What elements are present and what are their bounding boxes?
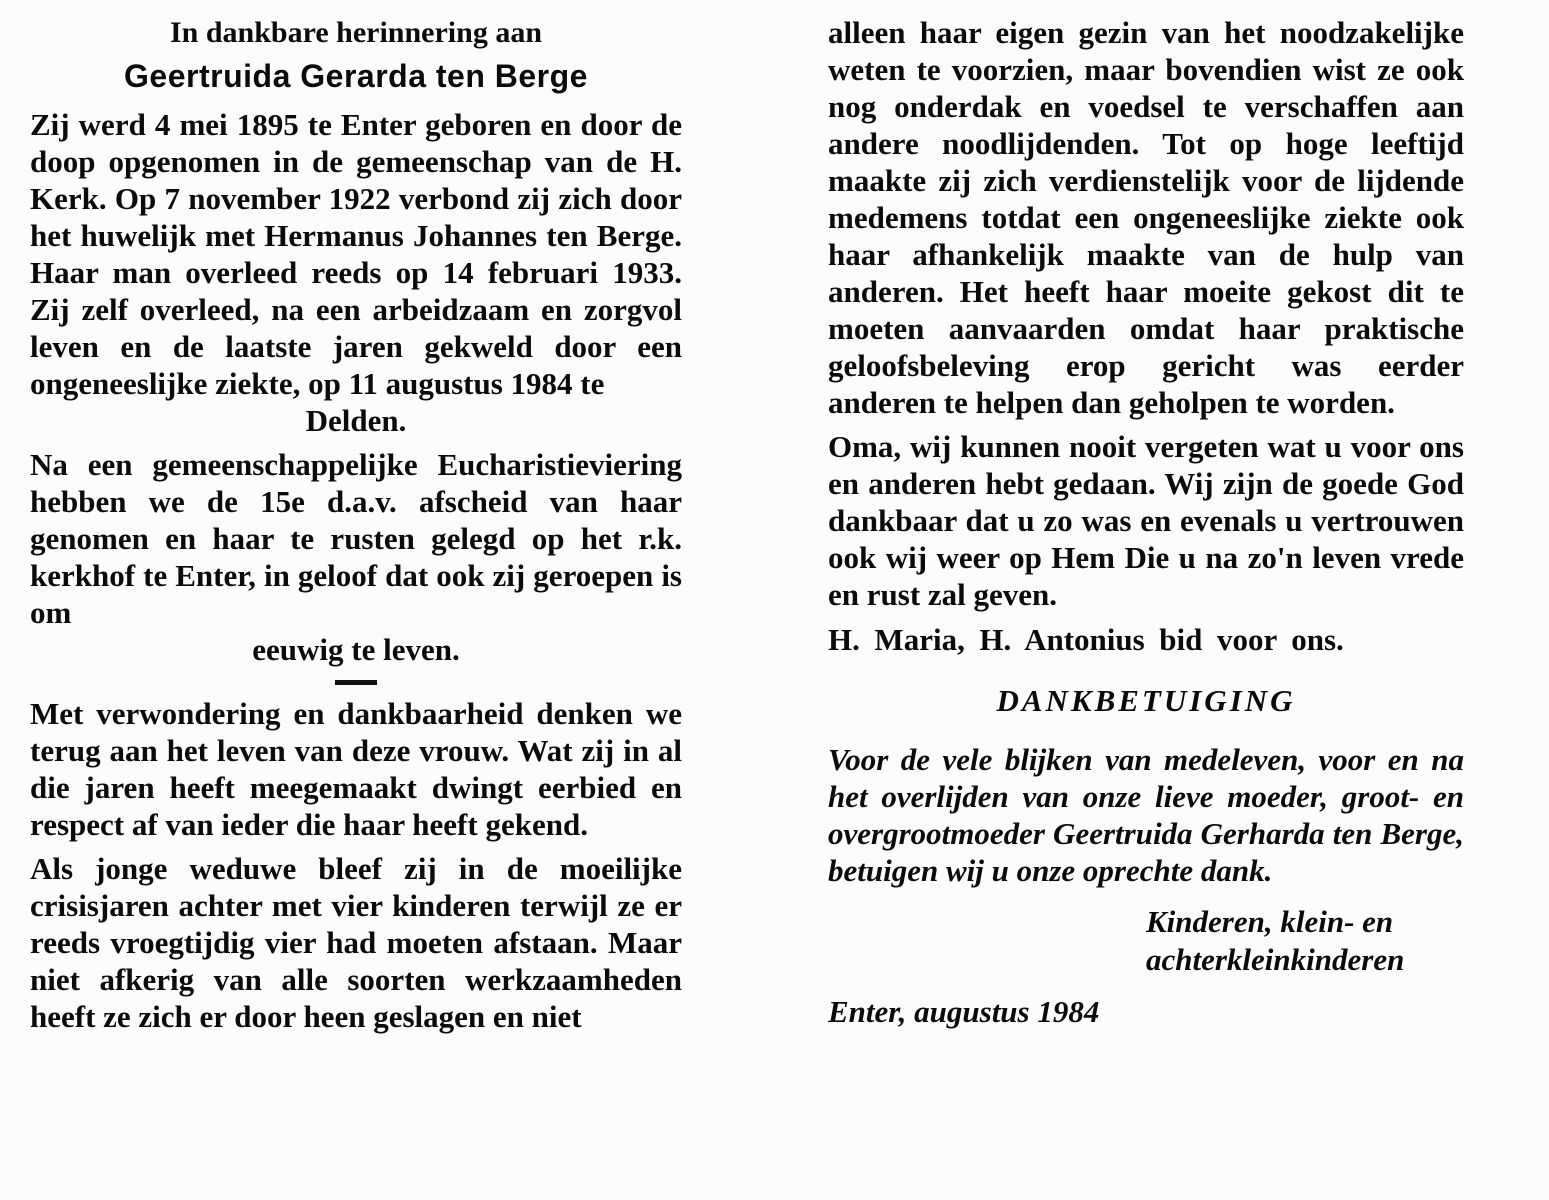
paragraph-funeral-tail: eeuwig te leven.	[252, 632, 460, 667]
paragraph-oma: Oma, wij kunnen nooit vergeten wat u voor ons en anderen hebt gedaan. Wij zijn de goede God dankbaar dat u zo was en evenals u vertrouwen ook wij weer op Hem Die u na zo'n leven vrede en rust zal geven.	[828, 429, 1464, 612]
deceased-name: Geertruida Gerarda ten Berge	[124, 58, 588, 94]
dankbetuiging-title: DANKBETUIGING	[996, 683, 1296, 718]
paragraph-continuation: alleen haar eigen gezin van het noodzakelijke weten te voorzien, maar bovendien wist ze ook nog onderdak en voedsel te verschaffen aan andere noodlijdenden. Tot op hoge leeftijd maakte zij zich verdienstelijk voor de lijdende medemens totdat een ongeneeslijke ziekte ook haar afhankelijk maakte van de hulp van anderen. Het heeft haar moeite gekost dit te moeten aanvaarden omdat haar praktische geloofsbeleving erop gericht was eerder anderen te helpen dan geholpen te worden.	[828, 15, 1464, 420]
section-divider	[335, 680, 377, 685]
left-column	[30, 14, 682, 1035]
signature-block	[1146, 903, 1464, 979]
paragraph-biography-tail: Delden.	[305, 403, 407, 438]
paragraph-funeral: Na een gemeenschappelijke Eucharistieviering hebben we de 15e d.a.v. afscheid van haar genomen en haar te rusten gelegd op het r.k. kerkhof te Enter, in geloof dat ook zij geroepen is om	[30, 447, 682, 630]
paragraph-memory: Met verwondering en dankbaarheid denken we terug aan het leven van deze vrouw. Wat zij in al die jaren heeft meegemaakt dwingt eerbied en respect af van ieder die haar heeft gekend.	[30, 696, 682, 842]
paragraph-biography: Zij werd 4 mei 1895 te Enter geboren en door de doop opgenomen in de gemeenschap van de H. Kerk. Op 7 november 1922 verbond zij zich door het huwelijk met Hermanus Johannes ten Berge. Haar man overleed reeds op 14 februari 1933. Zij zelf overleed, na een arbeidzaam en zorgvol leven en de laatste jaren gekweld door een ongeneeslijke ziekte, op 11 augustus 1984 te	[30, 107, 682, 401]
paragraph-thanks: Voor de vele blijken van medeleven, voor en na het overlijden van onze lieve moeder, groot- en overgrootmoeder Geertruida Gerharda ten Berge, betuigen wij u onze oprechte dank.	[828, 742, 1464, 888]
paragraph-widow: Als jonge weduwe bleef zij in de moeilijke crisisjaren achter met vier kinderen terwijl ze er reeds vroegtijdig vier had moeten afstaan. Maar niet afkerig van alle soorten werkzaamheden heeft ze zich er door heen geslagen en niet	[30, 851, 682, 1034]
prayer-line: H. Maria, H. Antonius bid voor ons.	[828, 622, 1344, 657]
right-column	[828, 14, 1464, 1031]
signature-line-2: achterkleinkinderen	[1146, 942, 1405, 977]
place-date: Enter, augustus 1984	[828, 994, 1100, 1029]
memorial-header: In dankbare herinnering aan	[169, 16, 543, 49]
signature-line-1: Kinderen, klein- en	[1146, 904, 1394, 939]
